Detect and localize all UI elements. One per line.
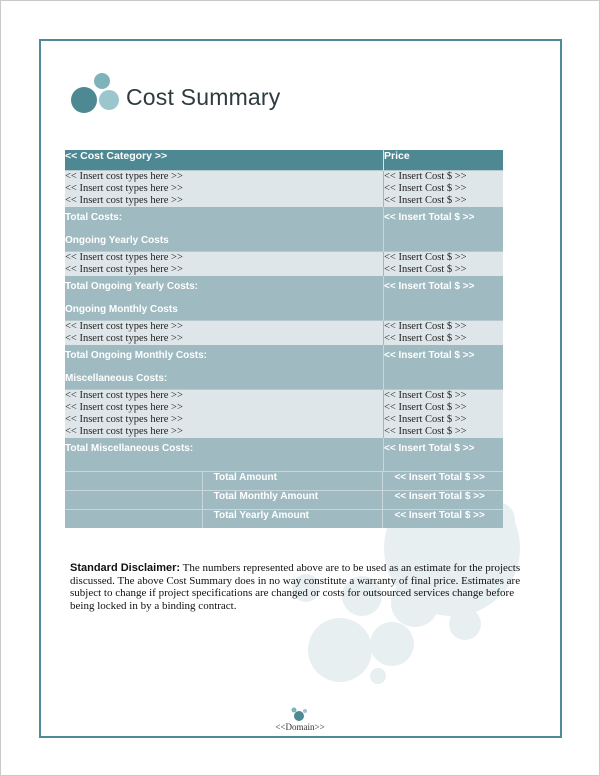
footer-domain: <<Domain>> bbox=[275, 722, 325, 732]
section-total-value[interactable]: << Insert Total $ >> bbox=[384, 443, 475, 454]
summary-value[interactable]: << Insert Total $ >> bbox=[383, 510, 503, 529]
section-heading: Ongoing Yearly Costs bbox=[65, 235, 169, 246]
summary-label: Total Yearly Amount bbox=[202, 510, 383, 529]
disclaimer bbox=[70, 562, 530, 612]
section-total-value[interactable]: << Insert Total $ >> bbox=[384, 212, 475, 223]
cost-type-item[interactable]: << Insert cost types here >> bbox=[65, 252, 183, 263]
summary-rows bbox=[65, 472, 503, 529]
cost-price-cell bbox=[384, 171, 504, 208]
cost-summary-table bbox=[65, 150, 503, 528]
summary-table bbox=[65, 471, 503, 528]
section-heading: Miscellaneous Costs: bbox=[65, 373, 168, 384]
cost-type-item[interactable]: << Insert cost types here >> bbox=[65, 333, 183, 344]
summary-row bbox=[65, 510, 503, 529]
cost-type-cell bbox=[65, 171, 384, 208]
cost-price-item[interactable]: << Insert Cost $ >> bbox=[384, 264, 467, 275]
cost-price-item[interactable]: << Insert Cost $ >> bbox=[384, 183, 467, 194]
footer-bubbles-icon bbox=[288, 706, 310, 722]
page-title: Cost Summary bbox=[126, 84, 281, 110]
cost-type-cell bbox=[65, 252, 384, 277]
section-total-label: Total Costs: bbox=[65, 212, 123, 223]
cost-price-cell bbox=[384, 390, 504, 439]
section-total-value[interactable]: << Insert Total $ >> bbox=[384, 350, 475, 361]
summary-value[interactable]: << Insert Total $ >> bbox=[383, 491, 503, 510]
cost-type-item[interactable]: << Insert cost types here >> bbox=[65, 264, 183, 275]
section-total-label: Total Miscellaneous Costs: bbox=[65, 443, 194, 454]
cost-type-cell bbox=[65, 390, 384, 439]
cost-type-item[interactable]: << Insert cost types here >> bbox=[65, 414, 183, 425]
cost-type-item[interactable]: << Insert cost types here >> bbox=[65, 390, 183, 401]
cost-type-item[interactable]: << Insert cost types here >> bbox=[65, 321, 183, 332]
section-total-row bbox=[65, 438, 503, 471]
cost-type-cell bbox=[65, 321, 384, 346]
cost-price-item[interactable]: << Insert Cost $ >> bbox=[384, 414, 467, 425]
section-total-row bbox=[65, 207, 503, 252]
cost-sections bbox=[65, 171, 503, 472]
cost-price-item[interactable]: << Insert Cost $ >> bbox=[384, 252, 467, 263]
cost-type-item[interactable]: << Insert cost types here >> bbox=[65, 183, 183, 194]
cost-type-item[interactable]: << Insert cost types here >> bbox=[65, 402, 183, 413]
section-heading: Ongoing Monthly Costs bbox=[65, 304, 178, 315]
disclaimer-text: The numbers represented above are to be used as an estimate for the projects discussed. The above Cost Summary does in no way constitute a warranty of final price. Estimates are subject to change if project specifications are changed or costs for outsourced services change before being locked in by a binding contract. bbox=[70, 562, 521, 612]
cost-type-item[interactable]: << Insert cost types here >> bbox=[65, 195, 183, 206]
cost-type-item[interactable]: << Insert cost types here >> bbox=[65, 426, 183, 437]
cost-price-item[interactable]: << Insert Cost $ >> bbox=[384, 195, 467, 206]
cost-type-item[interactable]: << Insert cost types here >> bbox=[65, 171, 183, 182]
summary-row bbox=[65, 472, 503, 491]
table-header-row bbox=[65, 150, 503, 171]
summary-label: Total Amount bbox=[202, 472, 383, 491]
cost-price-item[interactable]: << Insert Cost $ >> bbox=[384, 390, 467, 401]
cost-price-item[interactable]: << Insert Cost $ >> bbox=[384, 426, 467, 437]
cost-items-row bbox=[65, 252, 503, 277]
cost-items-row bbox=[65, 390, 503, 439]
cost-price-item[interactable]: << Insert Cost $ >> bbox=[384, 402, 467, 413]
cost-price-cell bbox=[384, 321, 504, 346]
cost-price-cell bbox=[384, 252, 504, 277]
cost-items-row bbox=[65, 171, 503, 208]
section-total-row bbox=[65, 345, 503, 390]
header-price: Price bbox=[384, 150, 504, 171]
cost-price-item[interactable]: << Insert Cost $ >> bbox=[384, 333, 467, 344]
summary-label: Total Monthly Amount bbox=[202, 491, 383, 510]
summary-value[interactable]: << Insert Total $ >> bbox=[383, 472, 503, 491]
section-total-value[interactable]: << Insert Total $ >> bbox=[384, 281, 475, 292]
cost-price-item[interactable]: << Insert Cost $ >> bbox=[384, 171, 467, 182]
section-total-label: Total Ongoing Monthly Costs: bbox=[65, 350, 208, 361]
cost-items-row bbox=[65, 321, 503, 346]
cost-price-item[interactable]: << Insert Cost $ >> bbox=[384, 321, 467, 332]
section-total-label: Total Ongoing Yearly Costs: bbox=[65, 281, 198, 292]
bubbles-logo-icon bbox=[70, 72, 126, 114]
summary-row bbox=[65, 491, 503, 510]
header-cost-category: << Cost Category >> bbox=[65, 150, 384, 171]
disclaimer-label: Standard Disclaimer: bbox=[70, 562, 181, 574]
section-total-row bbox=[65, 276, 503, 321]
